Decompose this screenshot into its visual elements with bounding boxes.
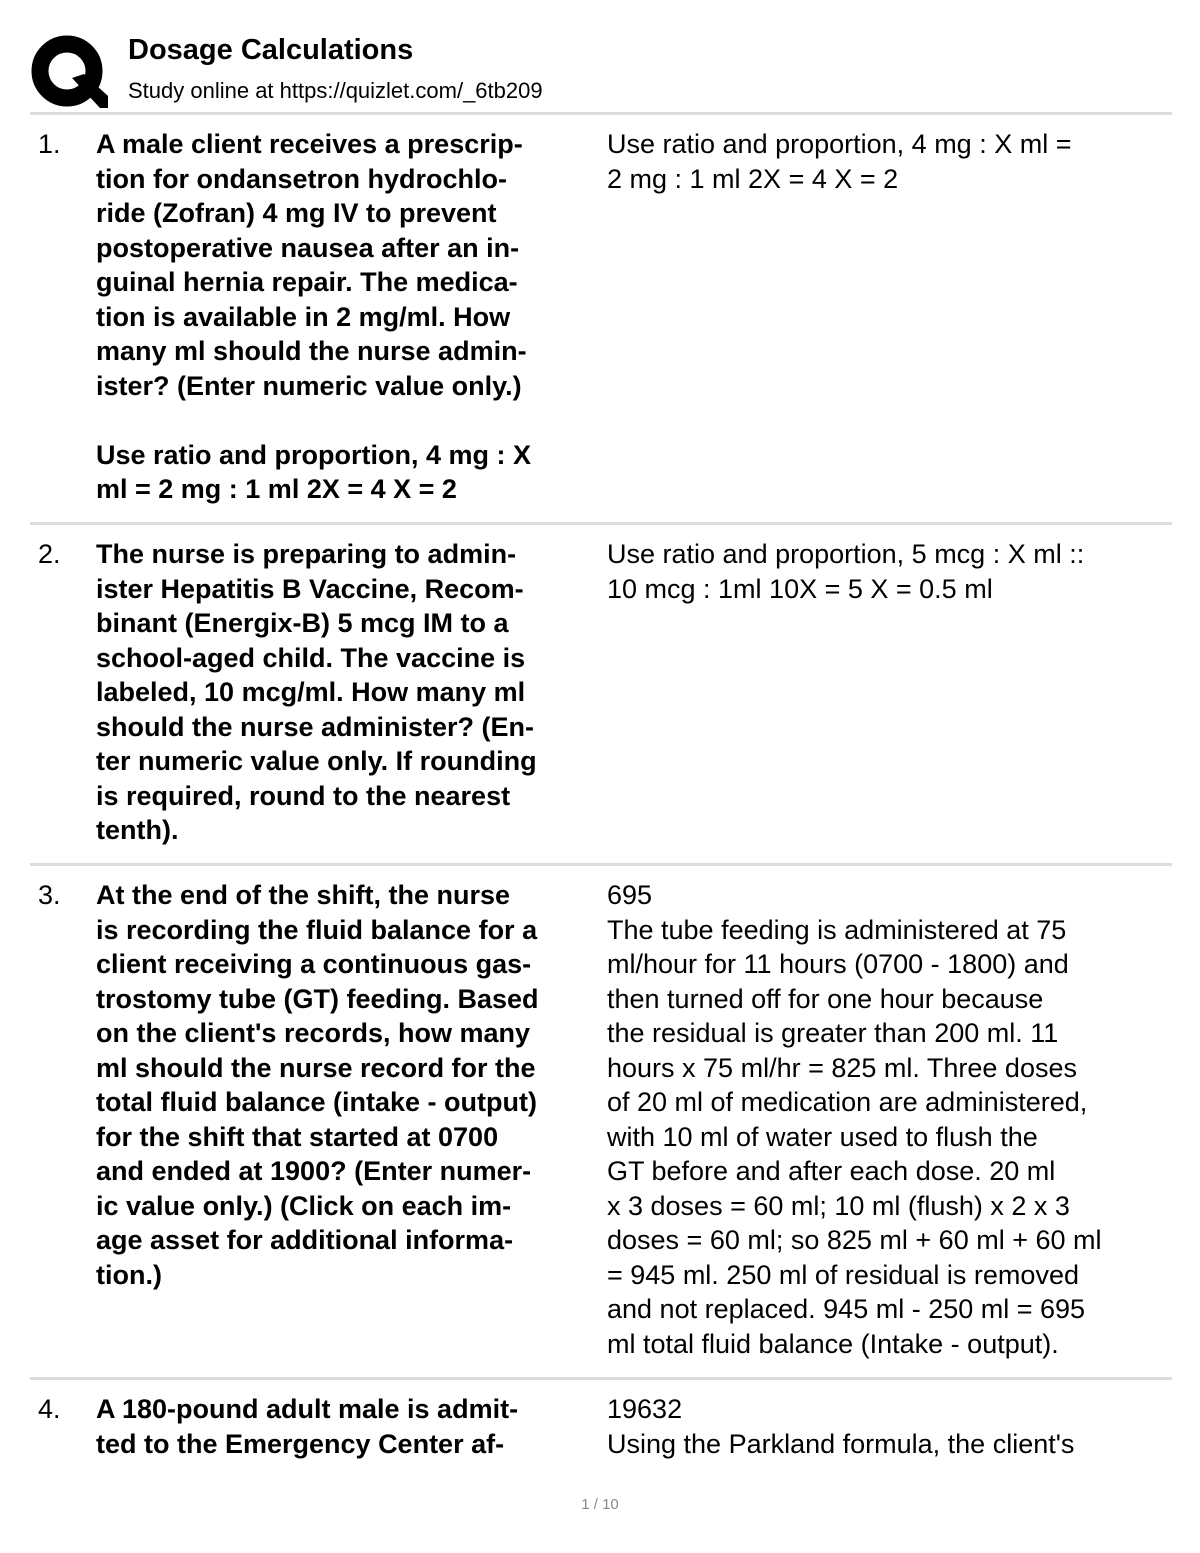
study-link[interactable]: Study online at https://quizlet.com/_6tb209 xyxy=(128,78,543,103)
card-term: A male client receives a prescrip- tion for ondansetron hydrochlo- ride (Zofran) 4 mg IV to prevent postoperative nausea after an in- guinal hernia repair. The medica- tion is available in 2 mg/ml. How many ml should the nurse admin- ister? (Enter numeric value only.) Use ratio and proportion, 4 mg : X ml = 2 mg : 1 ml 2X = 4 X = 2 xyxy=(96,129,532,504)
divider xyxy=(30,522,1172,525)
divider xyxy=(30,863,1172,866)
card-number: 4. xyxy=(38,1394,61,1424)
card-number: 3. xyxy=(38,880,61,910)
card-term: The nurse is preparing to admin- ister Hepatitis B Vaccine, Recom- binant (Energix-B) 5 mcg IM to a school-aged child. The vaccine is labeled, 10 mcg/ml. How many ml should the nurse administer? (En- ter numeric value only. If rounding is required, round to the nearest tenth). xyxy=(96,539,537,845)
card-number: 2. xyxy=(38,539,61,569)
card-term: A 180-pound adult male is admit- ted to the Emergency Center af- xyxy=(96,1394,519,1459)
divider xyxy=(30,1377,1172,1380)
card-term: At the end of the shift, the nurse is recording the fluid balance for a client receiving a continuous gas- trostomy tube (GT) feeding. Based on the client's records, how many ml should the nurse record for the total fluid balance (intake - output) for the shift that started at 0700 and ended at 1900? (Enter numer- ic value only.) (Click on each im- age asset for additional informa- tion.) xyxy=(96,880,539,1290)
page-title: Dosage Calculations xyxy=(128,34,414,66)
page-number: 1 / 10 xyxy=(581,1496,619,1513)
divider xyxy=(30,112,1172,115)
card-definition: Use ratio and proportion, 4 mg : X ml = 2 mg : 1 ml 2X = 4 X = 2 xyxy=(607,129,1072,194)
card-definition: 695 The tube feeding is administered at 75 ml/hour for 11 hours (0700 - 1800) and then turned off for one hour because the residual is greater than 200 ml. 11 hours x 75 ml/hr = 825 ml. Three doses of 20 ml of medication are administered, with 10 ml of water used to flush the GT before and after each dose. 20 ml x 3 doses = 60 ml; 10 ml (flush) x 2 x 3 doses = 60 ml; so 825 ml + 60 ml + 60 ml = 945 ml. 250 ml of residual is removed and not replaced. 945 ml - 250 ml = 695 ml total fluid balance (Intake - output). xyxy=(607,880,1102,1359)
card-number: 1. xyxy=(38,129,61,159)
page-header xyxy=(30,28,1172,108)
card-definition: 19632 Using the Parkland formula, the client's xyxy=(607,1394,1075,1459)
card-definition: Use ratio and proportion, 5 mcg : X ml :: 10 mcg : 1ml 10X = 5 X = 0.5 ml xyxy=(607,539,1085,604)
quizlet-logo-icon xyxy=(30,34,108,112)
